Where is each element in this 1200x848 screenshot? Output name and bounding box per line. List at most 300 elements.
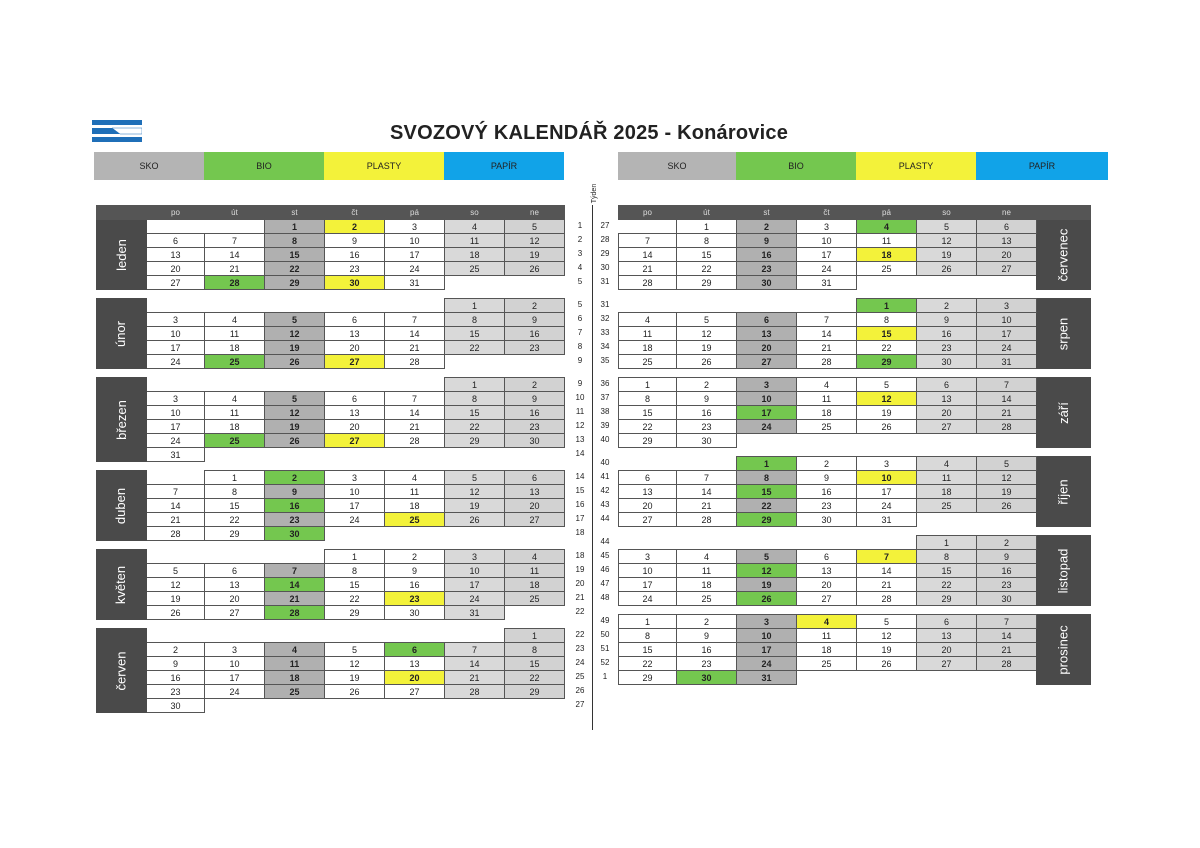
month-name: březen [113,399,129,440]
day-cell [737,434,797,448]
day-cell: 17 [737,406,797,420]
day-cell [977,434,1037,448]
day-cell: 22 [325,592,385,606]
day-cell: 8 [505,643,565,657]
day-cell: 25 [857,262,917,276]
day-cell: 7 [385,392,445,406]
week-number: 26 [575,685,585,695]
week-number: 10 [575,392,585,402]
day-cell: 27 [737,355,797,369]
day-cell: 3 [797,220,857,234]
month-label [1037,457,1091,527]
week-row [619,341,1091,355]
day-cell: 6 [977,220,1037,234]
week-row [619,550,1091,564]
day-cell: 26 [917,262,977,276]
day-cell: 7 [977,615,1037,629]
day-cell: 9 [917,313,977,327]
day-cell: 3 [619,550,677,564]
month-spacer [97,541,565,550]
day-cell [677,536,737,550]
week-row [97,657,565,671]
day-cell: 8 [205,485,265,499]
day-cell [147,471,205,485]
day-cell: 2 [505,299,565,313]
day-cell [977,671,1037,685]
day-cell: 22 [265,262,325,276]
day-cell [505,606,565,620]
day-cell [857,671,917,685]
day-cell: 1 [445,378,505,392]
day-cell [917,671,977,685]
month-spacer [97,290,565,299]
day-cell: 17 [205,671,265,685]
legend-plasty: PLASTY [856,152,976,180]
day-header: po [147,206,205,220]
week-number: 52 [600,657,610,667]
week-row [97,392,565,406]
day-header: so [445,206,505,220]
day-cell [977,276,1037,290]
week-number: 39 [600,420,610,430]
month-spacer [619,527,1091,536]
week-number: 31 [600,299,610,309]
day-cell: 7 [445,643,505,657]
month-label [97,471,147,541]
day-cell: 15 [619,643,677,657]
day-cell: 13 [917,629,977,643]
day-cell: 23 [325,262,385,276]
day-cell: 27 [977,262,1037,276]
day-cell: 19 [445,499,505,513]
day-cell: 15 [445,406,505,420]
day-cell: 22 [205,513,265,527]
day-cell [205,699,265,713]
week-number: 50 [600,629,610,639]
week-row [619,485,1091,499]
month-label [97,629,147,713]
day-cell [445,448,505,462]
week-number: 40 [600,457,610,467]
day-cell: 12 [265,327,325,341]
week-row [97,234,565,248]
day-header: út [677,206,737,220]
day-cell: 2 [265,471,325,485]
day-cell [205,378,265,392]
day-cell: 28 [445,685,505,699]
month-spacer [97,620,565,629]
day-cell: 31 [857,513,917,527]
day-cell: 5 [737,550,797,564]
week-number: 48 [600,592,610,602]
day-cell [325,699,385,713]
day-cell: 29 [325,606,385,620]
day-cell: 4 [205,313,265,327]
week-row [97,448,565,462]
day-cell [737,299,797,313]
day-cell [917,276,977,290]
day-cell: 31 [737,671,797,685]
day-cell: 27 [619,513,677,527]
day-cell [797,671,857,685]
day-cell [325,527,385,541]
day-cell [797,299,857,313]
week-number: 47 [600,578,610,588]
day-cell: 14 [147,499,205,513]
week-number: 20 [575,578,585,588]
day-cell: 29 [205,527,265,541]
day-cell: 5 [265,392,325,406]
day-cell: 4 [445,220,505,234]
week-row [619,420,1091,434]
week-number: 5 [577,276,583,286]
day-cell: 13 [385,657,445,671]
day-cell: 4 [205,392,265,406]
day-cell: 20 [385,671,445,685]
week-number: 31 [600,276,610,286]
day-cell: 31 [385,276,445,290]
week-row [97,262,565,276]
day-cell: 6 [325,313,385,327]
day-cell: 17 [737,643,797,657]
day-cell: 23 [505,420,565,434]
day-cell: 13 [737,327,797,341]
day-cell: 29 [619,671,677,685]
day-cell: 27 [797,592,857,606]
day-cell: 13 [325,327,385,341]
day-cell: 4 [857,220,917,234]
month-name: prosinec [1055,624,1071,675]
day-cell: 16 [737,248,797,262]
day-cell: 20 [325,341,385,355]
day-cell: 17 [445,578,505,592]
day-cell: 17 [619,578,677,592]
day-cell: 6 [917,615,977,629]
day-cell: 29 [619,434,677,448]
day-cell [445,699,505,713]
week-row [619,276,1091,290]
day-cell: 5 [677,313,737,327]
week-number: 40 [600,434,610,444]
day-cell: 8 [265,234,325,248]
day-cell: 29 [677,276,737,290]
day-cell [325,378,385,392]
week-number: 49 [600,615,610,625]
day-cell [445,276,505,290]
day-cell: 10 [147,406,205,420]
day-cell: 11 [385,485,445,499]
day-cell: 30 [385,606,445,620]
week-number: 7 [577,327,583,337]
day-cell: 2 [737,220,797,234]
day-cell: 1 [917,536,977,550]
legend-papir: PAPÍR [444,152,564,180]
week-number: 11 [575,406,585,416]
week-row [97,629,565,643]
day-cell: 12 [265,406,325,420]
day-cell: 17 [147,420,205,434]
day-cell: 14 [385,327,445,341]
week-row [619,220,1091,234]
day-cell: 21 [385,420,445,434]
week-row [97,471,565,485]
week-number: 44 [600,513,610,523]
day-cell: 23 [265,513,325,527]
week-number: 16 [575,499,585,509]
day-cell: 15 [265,248,325,262]
day-cell: 16 [505,327,565,341]
day-cell: 12 [737,564,797,578]
week-number: 27 [575,699,585,709]
day-cell: 23 [677,420,737,434]
month-label [1037,220,1091,290]
day-cell: 12 [977,471,1037,485]
day-header-row [619,206,1091,220]
day-cell: 14 [205,248,265,262]
month-name: leden [113,238,129,271]
day-cell: 6 [619,471,677,485]
day-cell: 23 [385,592,445,606]
day-cell [147,550,205,564]
week-row [619,499,1091,513]
month-name: únor [113,320,129,347]
day-cell [325,299,385,313]
month-name: červenec [1055,228,1071,281]
day-header-row [97,206,565,220]
day-cell [205,629,265,643]
week-row [97,406,565,420]
day-cell: 12 [677,327,737,341]
day-cell: 29 [917,592,977,606]
day-cell [385,527,445,541]
day-cell: 10 [737,392,797,406]
day-cell [917,434,977,448]
month-name: listopad [1055,548,1071,593]
week-row [619,392,1091,406]
week-row [97,564,565,578]
day-cell: 9 [505,392,565,406]
day-cell: 24 [857,499,917,513]
day-cell: 25 [205,355,265,369]
day-cell: 22 [619,657,677,671]
day-cell: 30 [325,276,385,290]
day-cell: 7 [977,378,1037,392]
legend-sko: SKO [618,152,736,180]
legend-bio: BIO [204,152,324,180]
day-cell: 10 [147,327,205,341]
day-cell: 15 [737,485,797,499]
day-cell: 17 [385,248,445,262]
legend-sko: SKO [94,152,204,180]
day-cell: 19 [325,671,385,685]
day-cell: 28 [205,276,265,290]
day-cell: 1 [619,378,677,392]
month-spacer [619,290,1091,299]
day-cell: 30 [797,513,857,527]
day-cell: 6 [917,378,977,392]
day-cell: 10 [857,471,917,485]
day-cell: 23 [977,578,1037,592]
day-cell: 22 [505,671,565,685]
day-cell: 23 [505,341,565,355]
legend-left [94,152,564,180]
day-cell: 13 [505,485,565,499]
day-cell: 3 [857,457,917,471]
week-row [97,434,565,448]
day-cell: 24 [737,657,797,671]
day-cell: 10 [977,313,1037,327]
week-row [97,643,565,657]
week-number: 41 [600,471,610,481]
day-cell: 13 [619,485,677,499]
month-spacer [619,606,1091,615]
day-cell: 7 [385,313,445,327]
week-number: 24 [575,657,585,667]
day-cell: 20 [917,406,977,420]
day-cell: 29 [265,276,325,290]
legend-bio: BIO [736,152,856,180]
day-cell: 26 [265,434,325,448]
day-cell [147,629,205,643]
day-cell: 11 [677,564,737,578]
day-cell [325,629,385,643]
day-cell: 21 [385,341,445,355]
month-label [1037,536,1091,606]
week-row [97,578,565,592]
week-row [619,536,1091,550]
week-row [619,248,1091,262]
day-cell: 8 [677,234,737,248]
day-cell: 17 [147,341,205,355]
day-cell: 19 [265,420,325,434]
day-cell: 5 [445,471,505,485]
day-cell: 3 [147,392,205,406]
week-row [97,313,565,327]
day-header: čt [797,206,857,220]
day-cell [505,699,565,713]
day-cell: 25 [265,685,325,699]
day-cell: 15 [325,578,385,592]
week-number: 18 [575,527,585,537]
day-cell: 7 [677,471,737,485]
day-cell: 4 [797,615,857,629]
day-cell [857,536,917,550]
day-cell: 8 [445,392,505,406]
day-cell: 23 [677,657,737,671]
day-cell: 16 [505,406,565,420]
week-number: 35 [600,355,610,365]
day-cell: 20 [737,341,797,355]
day-header: út [205,206,265,220]
week-number: 5 [577,299,583,309]
day-cell [505,448,565,462]
week-row [97,513,565,527]
day-cell: 28 [265,606,325,620]
day-cell: 17 [797,248,857,262]
day-cell: 2 [505,378,565,392]
day-cell: 3 [977,299,1037,313]
day-cell: 6 [505,471,565,485]
day-cell: 4 [677,550,737,564]
day-cell: 22 [677,262,737,276]
day-cell: 21 [797,341,857,355]
month-name: říjen [1055,478,1071,505]
day-cell: 18 [857,248,917,262]
day-cell: 29 [737,513,797,527]
day-cell: 20 [147,262,205,276]
day-cell: 13 [205,578,265,592]
day-cell: 16 [147,671,205,685]
day-cell: 1 [505,629,565,643]
day-cell [677,299,737,313]
day-cell: 25 [505,592,565,606]
week-row [97,606,565,620]
day-cell: 16 [325,248,385,262]
week-row [97,527,565,541]
week-number: 8 [577,341,583,351]
week-row [619,327,1091,341]
center-divider [592,205,593,730]
day-cell: 24 [737,420,797,434]
day-cell: 16 [385,578,445,592]
week-number: 17 [575,513,585,523]
day-cell [505,527,565,541]
day-cell: 26 [265,355,325,369]
month-spacer [97,369,565,378]
day-cell: 24 [977,341,1037,355]
day-cell: 10 [445,564,505,578]
day-header: so [917,206,977,220]
day-cell: 9 [505,313,565,327]
day-cell: 30 [677,671,737,685]
month-name: duben [113,487,129,524]
day-cell: 19 [677,341,737,355]
day-cell: 9 [797,471,857,485]
day-cell: 1 [265,220,325,234]
week-number: 30 [600,262,610,272]
week-number: 45 [600,550,610,560]
day-cell: 16 [677,643,737,657]
month-name: září [1055,401,1071,424]
day-cell [147,299,205,313]
day-cell: 27 [325,355,385,369]
day-cell: 18 [797,643,857,657]
week-number: 34 [600,341,610,351]
day-header: pá [857,206,917,220]
week-row [97,485,565,499]
day-cell: 9 [325,234,385,248]
day-cell: 29 [445,434,505,448]
day-cell: 12 [147,578,205,592]
day-cell: 20 [325,420,385,434]
week-row [619,406,1091,420]
day-cell: 9 [147,657,205,671]
day-cell: 1 [737,457,797,471]
day-cell: 21 [147,513,205,527]
day-cell: 10 [385,234,445,248]
day-cell: 12 [505,234,565,248]
day-cell: 18 [619,341,677,355]
day-cell: 21 [857,578,917,592]
week-row [619,457,1091,471]
week-number: 36 [600,378,610,388]
day-cell: 18 [677,578,737,592]
day-cell: 21 [677,499,737,513]
month-label [97,220,147,290]
day-cell [265,550,325,564]
day-cell: 27 [917,420,977,434]
day-cell: 10 [205,657,265,671]
